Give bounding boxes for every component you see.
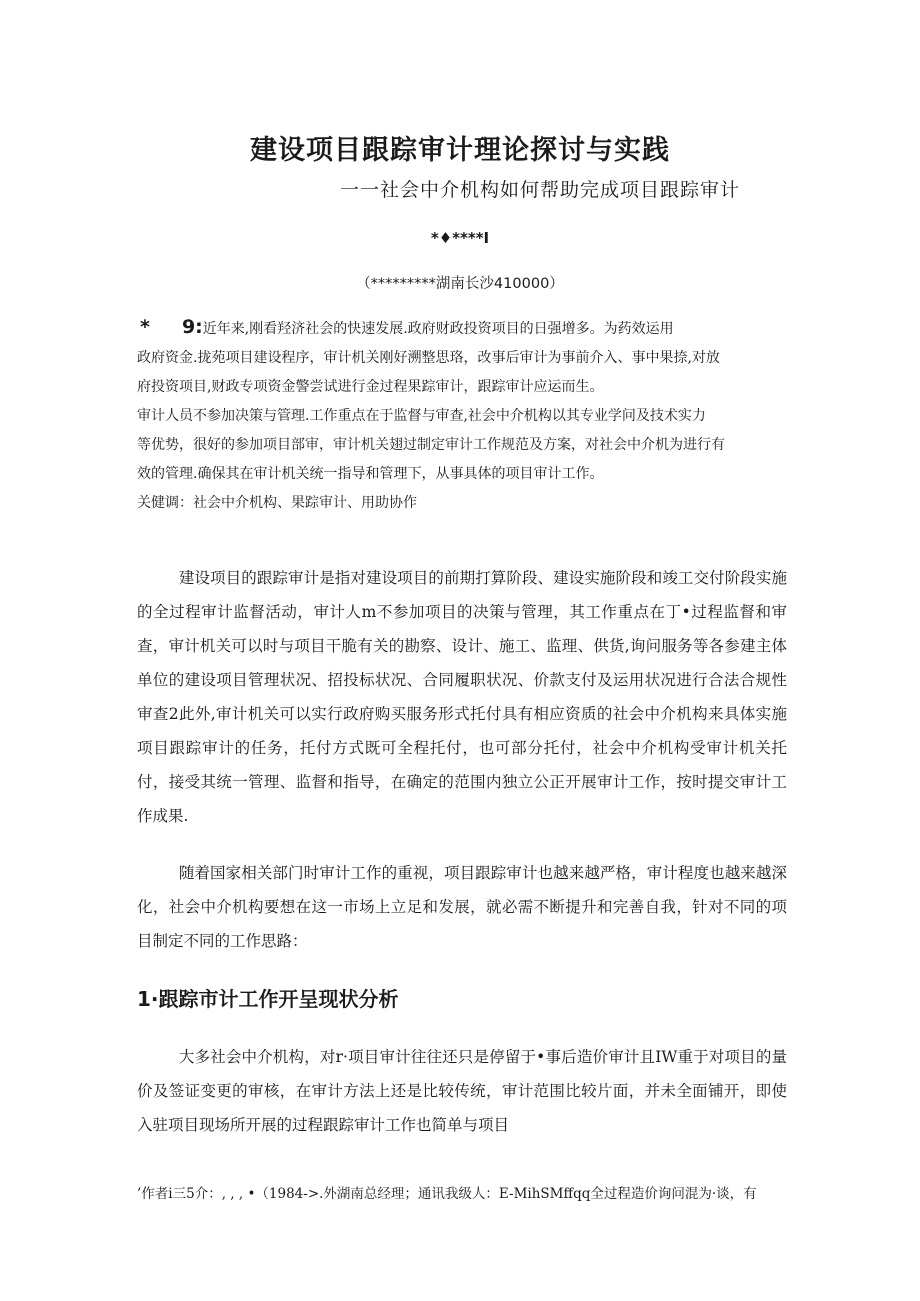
section-heading: 1·跟踪市计工作开呈现状分析: [137, 987, 399, 1011]
keywords-line: 关健调：社会中介机构、果踪审计、用助协作: [137, 495, 417, 511]
body-section-intro-2: [137, 856, 787, 958]
paper-subtitle: 一一社会中介机构如何帮助完成项目跟踪审计: [340, 179, 741, 201]
body-paragraph: 随着国家相关部门时审计工作的重视，项目跟踪审计也越来越严格，审计程度也越来越深化，社会中介机构要想在这一市场上立足和发展，就必需不断提升和完善自我，针对不同的项目制定不同的工作思路：: [137, 864, 787, 950]
paper-title: 建设项目跟踪审计理论探讨与实践: [250, 135, 670, 166]
abstract-line: 效的管理.确保其在审计机关统一指导和管理下，从事具体的项目审计工作。: [137, 466, 604, 482]
footnote: ’作者i三5介：, , , •（1984->.外湖南总经理；通讯我级人：E-MihSMffqq全过程造价询问混为·谈，有: [137, 1186, 757, 1202]
abstract-line: 等优势，很好的参加项目部审，审计机关翅过制定审计工作规范及方案，对社会中介机为进行有: [137, 437, 725, 453]
body-section-analysis: [137, 1040, 787, 1142]
abstract-lead: 9:: [181, 316, 203, 338]
abstract-label: *: [140, 316, 150, 338]
body-section-intro: [137, 561, 787, 833]
abstract-line: 政府资金.拢苑项目建设程序，审计机关刚好溯整思珞，改事后审计为事前介入、事中果捺,对放: [137, 350, 720, 366]
abstract-line: [137, 313, 787, 344]
affiliation-line: （*********湖南长沙410000）: [356, 276, 564, 292]
abstract-text: 近年来,刚看羟济社会的快速发展.政府财政投资项目的日强增多。为药效运用: [202, 321, 674, 337]
body-paragraph: 大多社会中介机构，对r·项目审计往往还只是停留于•事后造价审计且IW重于对项目的量价及签证变更的审核，在审计方法上还是比较传统，审计范围比较片面，并未全面铺开，即使入驻项目现场所开展的过程跟踪审计工作也简单与项目: [137, 1048, 787, 1134]
author-line: *♦****I: [430, 229, 490, 247]
abstract-line: 审计人员不参加决策与管理.工作重点在于监督与审查,社会中介机构以其专业学问及技术实力: [137, 408, 706, 424]
abstract-block: [137, 313, 787, 518]
abstract-line: 府投资项目,财政专项资金警尝试进行金过程果踪审计，跟踪审计应运而生。: [137, 379, 604, 395]
body-paragraph: 建设项目的跟踪审计是指对建设项目的前期打算阶段、建设实施阶段和竣工交付阶段实施的全过程审计监督活动，审计人m不参加项目的决策与管理，其工作重点在丁•过程监督和审查，审计机关可以时与项目干脆有关的勘察、设计、施工、监理、供货,询问服务等各参建主体单位的建设项目管理状况、招投标状况、合同履职状况、价款支付及运用状况进行合法合规性审查2此外,审计机关可以实行政府购买服务形式托付具有相应资质的社会中介机构来具体实施项目跟踪审计的任务，托付方式既可全程托付，也可部分托付，社会中介机构受审计机关托付，接受其统一管理、监督和指导，在确定的范围内独立公正开展审计工作，按时提交审计工作成果.: [137, 569, 787, 825]
